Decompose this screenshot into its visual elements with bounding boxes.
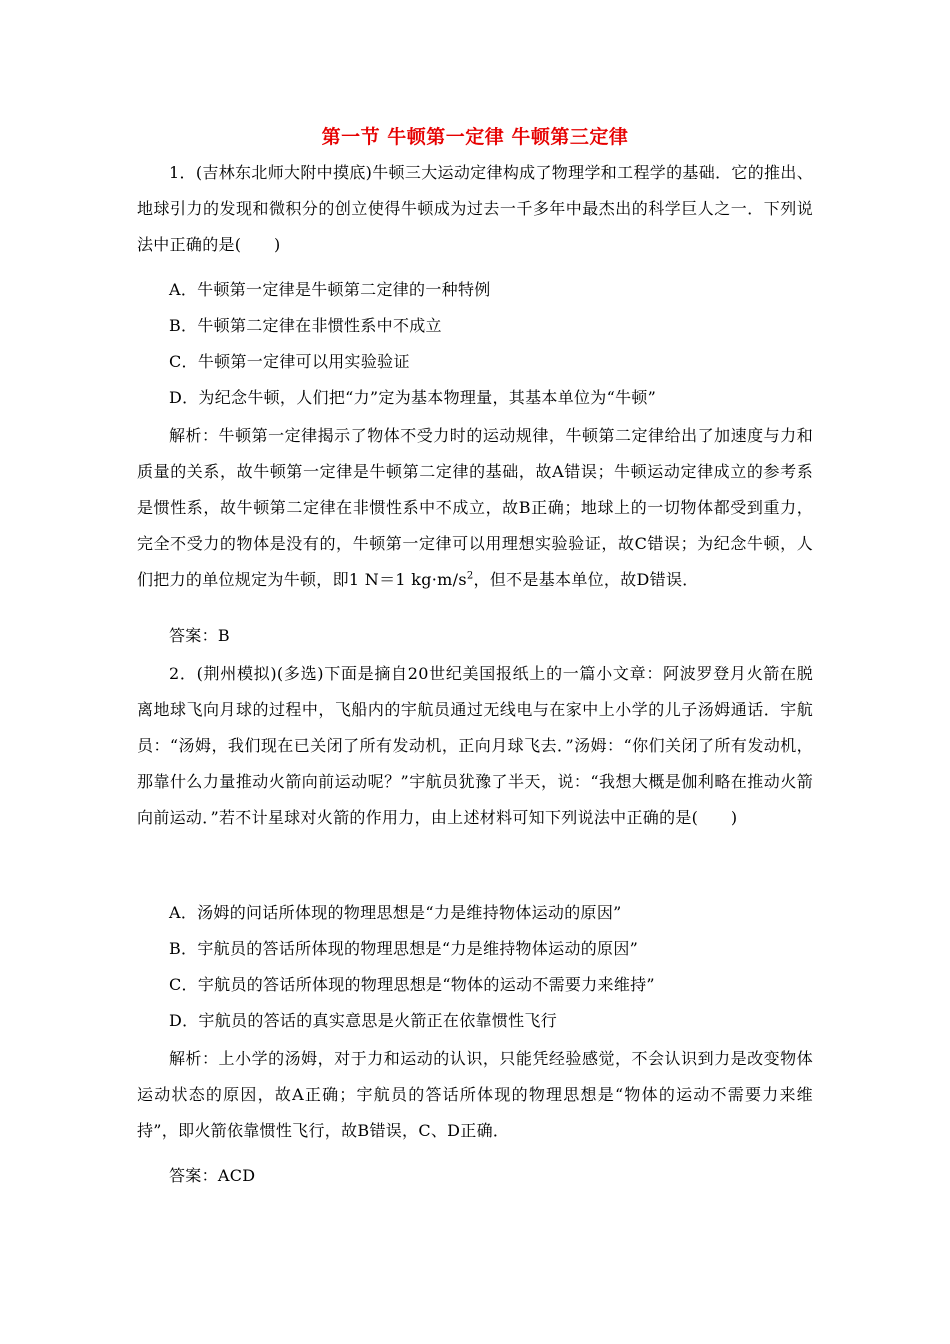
q1-answer: 答案：B xyxy=(169,626,230,645)
q1-option-a: A．牛顿第一定律是牛顿第二定律的一种特例 xyxy=(169,280,491,299)
q1-option-c: C．牛顿第一定律可以用实验验证 xyxy=(169,352,410,371)
q2-analysis: 解析：上小学的汤姆，对于力和运动的认识，只能凭经验感觉，不会认识到力是改变物体运动状态的原因，故A正确；宇航员的答话所体现的物理思想是“物体的运动不需要力来维持”，即火箭依靠惯性飞行，故B错误，C、D正确． xyxy=(137,1049,813,1140)
q2-option-d: D．宇航员的答话的真实意思是火箭正在依靠惯性飞行 xyxy=(169,1011,558,1030)
q1-analysis-tail: ，但不是基本单位，故D错误． xyxy=(473,570,699,589)
q1-analysis xyxy=(137,418,813,598)
q2-option-b: B．宇航员的答话所体现的物理思想是“力是维持物体运动的原因” xyxy=(169,939,639,958)
q2-option-c: C．宇航员的答话所体现的物理思想是“物体的运动不需要力来维持” xyxy=(169,975,655,994)
page-title: 第一节 牛顿第一定律 牛顿第三定律 xyxy=(321,126,629,148)
q2-stem: 2．(荆州模拟)(多选)下面是摘自20世纪美国报纸上的一篇小文章：阿波罗登月火箭在脱离地球飞向月球的过程中，飞船内的宇航员通过无线电与在家中上小学的儿子汤姆通话．宇航员：“汤姆，我们现在已关闭了所有发动机，正向月球飞去．”汤姆：“你们关闭了所有发动机，那靠什么力量推动火箭向前运动呢？”宇航员犹豫了半天，说：“我想大概是伽利略在推动火箭向前运动．”若不计星球对火箭的作用力，由上述材料可知下列说法中正确的是( ) xyxy=(137,664,813,827)
q1-analysis-text: 解析：牛顿第一定律揭示了物体不受力时的运动规律，牛顿第二定律给出了加速度与力和质量的关系，故牛顿第一定律是牛顿第二定律的基础，故A错误；牛顿运动定律成立的参考系是惯性系，故牛顿第二定律在非惯性系中不成立，故B正确；地球上的一切物体都受到重力，完全不受力的物体是没有的，牛顿第一定律可以用理想实验验证，故C错误；为纪念牛顿，人们把力的单位规定为牛顿，即1 N＝1 kg·m/s xyxy=(137,426,813,589)
q1-stem: 1．(吉林东北师大附中摸底)牛顿三大运动定律构成了物理学和工程学的基础．它的推出、地球引力的发现和微积分的创立使得牛顿成为过去一千多年中最杰出的科学巨人之一．下列说法中正确的是( ) xyxy=(137,163,813,254)
q1-option-b: B．牛顿第二定律在非惯性系中不成立 xyxy=(169,316,442,335)
q2-answer: 答案：ACD xyxy=(169,1166,256,1185)
q2-option-a: A．汤姆的问话所体现的物理思想是“力是维持物体运动的原因” xyxy=(169,903,622,922)
q1-analysis-exponent: 2 xyxy=(466,570,474,582)
q1-option-d: D．为纪念牛顿，人们把“力”定为基本物理量，其基本单位为“牛顿” xyxy=(169,388,657,407)
